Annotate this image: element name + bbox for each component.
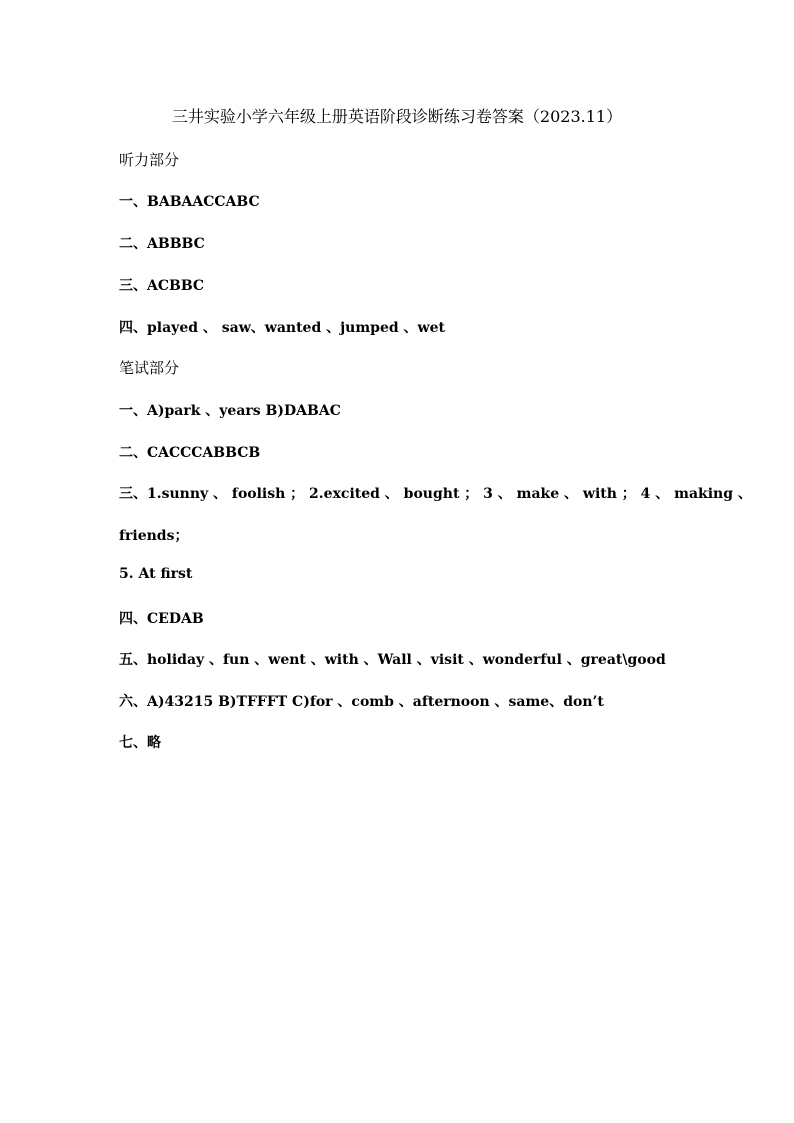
answer-line: 一、A)park 、years B)DABAC: [119, 403, 341, 419]
answer-line: 三、1.sunny 、 foolish ； 2.excited 、 bought ； 3 、 make 、 with ； 4 、 making 、: [119, 486, 752, 502]
answer-line: 二、ABBBC: [119, 236, 205, 252]
answer-line: 六、A)43215 B)TFFFT C)for 、comb 、afternoon 、same、don’t: [119, 694, 604, 710]
answer-line: 二、CACCCABBCB: [119, 445, 261, 461]
answer-line: 七、略: [119, 735, 161, 751]
answer-line: 四、played 、 saw、wanted 、jumped 、wet: [119, 320, 445, 336]
section-heading-listening: 听力部分: [119, 151, 180, 169]
answer-line: 四、CEDAB: [119, 611, 204, 627]
answer-line: 一、BABAACCABC: [119, 194, 260, 210]
answer-line: 三、ACBBC: [119, 278, 205, 294]
answer-line: 5. At first: [119, 566, 193, 582]
answer-line: friends；: [119, 528, 189, 544]
answer-line: 五、holiday 、fun 、went 、with 、Wall 、visit 、wonderful 、great\good: [119, 652, 666, 668]
section-heading-written: 笔试部分: [119, 359, 180, 377]
page-title: 三井实验小学六年级上册英语阶段诊断练习卷答案（2023.11）: [171, 107, 623, 126]
